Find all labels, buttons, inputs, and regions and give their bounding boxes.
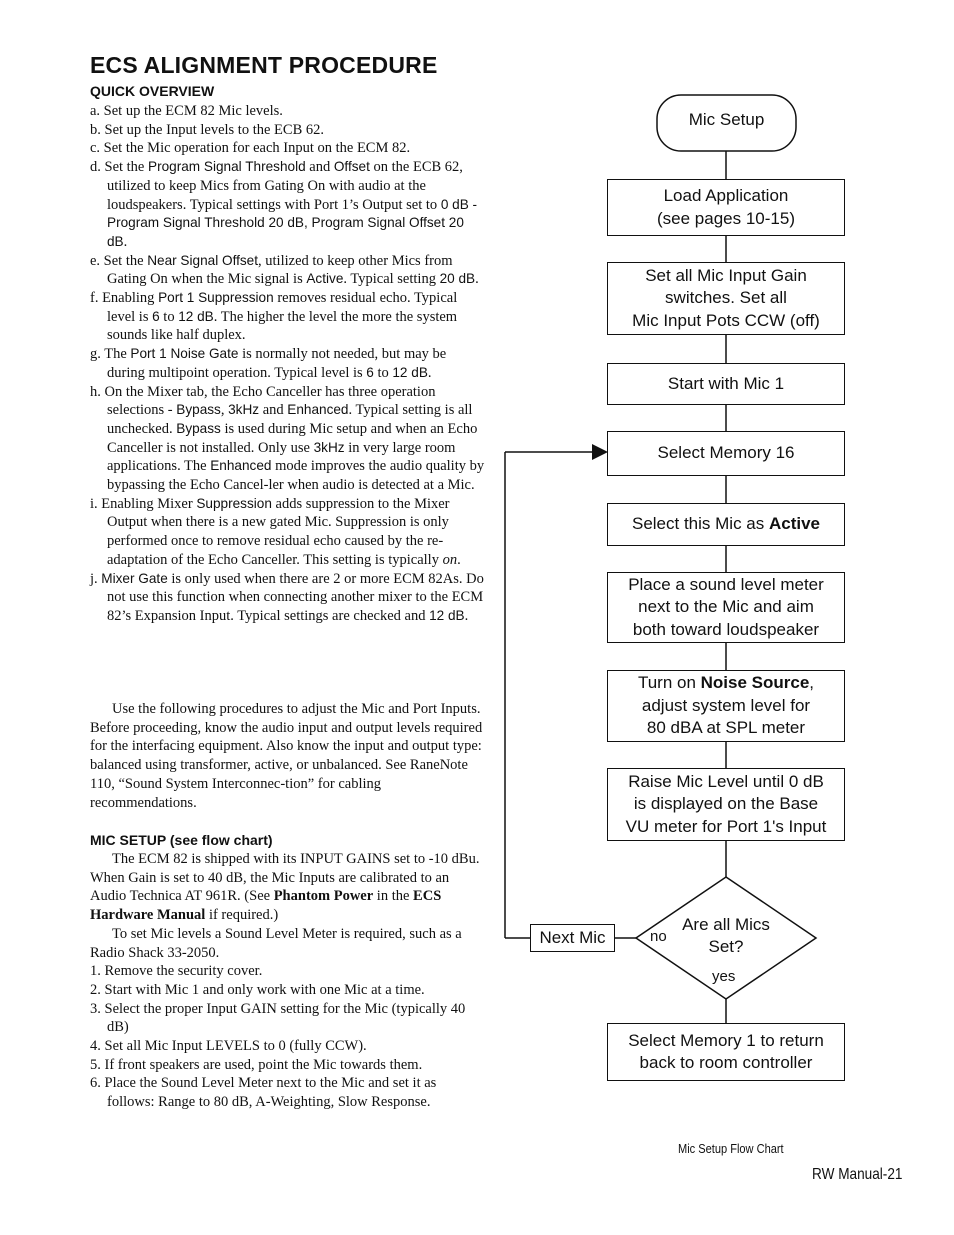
setup-step: 3. Select the proper Input GAIN setting for the Mic (typically 40 dB) bbox=[90, 1000, 466, 1036]
page-title: ECS ALIGNMENT PROCEDURE bbox=[90, 52, 438, 78]
place-meter-line-3: both toward loudspeaker bbox=[632, 619, 820, 639]
noise-line-2: adjust system level for bbox=[641, 695, 811, 715]
setting-name: Active bbox=[306, 271, 344, 287]
select-mem1-line-2: back to room controller bbox=[639, 1053, 813, 1072]
setting-name: 3kHz bbox=[313, 439, 345, 455]
setting-name: 12 dB bbox=[178, 308, 214, 324]
setting-name: Enhanced bbox=[210, 458, 272, 474]
hardware-manual-ref: ECS Hardware Manual bbox=[90, 888, 442, 924]
overview-item: c. Set the Mic operation for each Input on the ECM 82. bbox=[90, 140, 411, 157]
raise-level-line-3: VU meter for Port 1's Input bbox=[625, 816, 827, 836]
load-application-box bbox=[607, 179, 845, 236]
place-meter-line-1: Place a sound level meter bbox=[628, 574, 824, 594]
select-active-text: Select this Mic as bbox=[631, 514, 769, 534]
overview-item: g. The Port 1 Noise Gate is normally not needed, but may be during multipoint operation. Typical level is 6 to 12 dB. bbox=[90, 346, 447, 381]
setting-name: Offset bbox=[333, 159, 370, 175]
set-gain-box bbox=[607, 262, 845, 335]
setting-name: Enhanced bbox=[287, 402, 349, 418]
setting-name: Program Signal Threshold bbox=[148, 159, 306, 175]
overview-item: b. Set up the Input levels to the ECB 62. bbox=[90, 121, 324, 138]
yes-branch-label: yes bbox=[712, 968, 736, 985]
mic-setup-heading: MIC SETUP (see flow chart) bbox=[90, 832, 273, 848]
noise-suffix: , bbox=[809, 673, 815, 693]
setup-step: 1. Remove the security cover. bbox=[90, 963, 263, 980]
setup-step: 5. If front speakers are used, point the Mic towards them. bbox=[90, 1056, 423, 1073]
phantom-power-ref: Phantom Power bbox=[273, 888, 374, 905]
no-branch-label: no bbox=[650, 928, 667, 945]
setting-name: 20 dB bbox=[439, 271, 476, 287]
set-gain-line-3: Mic Input Pots CCW (off) bbox=[632, 310, 820, 330]
setting-name: Bypass bbox=[176, 402, 221, 418]
setting-name: 6 bbox=[152, 308, 160, 324]
overview-item: j. Mixer Gate is only used when there are 2 or more ECM 82As. Do not use this function when connecting another mixer to the ECM 82’s Expansion Input. Typical settings are checked and 12 dB. bbox=[90, 570, 484, 624]
setting-name: Near Signal Offset bbox=[147, 252, 259, 268]
setup-step: 6. Place the Sound Level Meter next to the Mic and set it as follows: Range to 80 dB, A-Weighting, Slow Response. bbox=[90, 1075, 437, 1111]
active-emphasis: Active bbox=[768, 514, 821, 534]
load-app-line-2: (see pages 10-15) bbox=[657, 208, 795, 228]
noise-source-emphasis: Noise Source bbox=[700, 673, 810, 693]
overview-item: d. Set the Program Signal Threshold and Offset on the ECB 62, utilized to keep Mics from Gating On with audio at the loudspeakers. Typical settings with Port 1’s Output set to 0 dB - Program Signal Threshold 20 dB, Program Signal Offset 20 dB. bbox=[90, 159, 478, 250]
raise-level-line-1: Raise Mic Level until 0 dB bbox=[628, 771, 824, 791]
setting-name: 12 dB bbox=[429, 607, 465, 623]
overview-item: e. Set the Near Signal Offset, utilized to keep other Mics from Gating On when the Mic signal is Active. Typical setting 20 dB. bbox=[90, 252, 479, 288]
select-memory-16-box: Select Memory 16 bbox=[607, 431, 845, 476]
closing-paragraph: Use the following procedures to adjust the Mic and Port Inputs. Before proceeding, know the audio input and output levels required for the interfacing equipment. Also know the input and output type: balanced using transformer, active, or unbalanced. See RaneNote 110, “Sound System Interconnec-tion” for cabling recommendations. bbox=[90, 701, 483, 811]
select-active-box bbox=[607, 503, 845, 546]
setting-name: Mixer Gate bbox=[101, 570, 168, 586]
place-meter-box bbox=[607, 572, 845, 643]
set-gain-line-1: Set all Mic Input Gain bbox=[645, 265, 807, 285]
decision-label bbox=[656, 914, 796, 958]
figure-caption: Mic Setup Flow Chart bbox=[678, 1141, 784, 1156]
setting-name: 12 dB bbox=[392, 364, 428, 380]
start-label: Mic Setup bbox=[688, 110, 765, 129]
select-memory-1-box bbox=[607, 1023, 845, 1081]
para1-text: The ECM 82 is shipped with its INPUT GAINS set to -10 dBu. When Gain is set to 40 dB, the Mic Inputs are calibrated to an Audio Technica AT 961R. (See bbox=[90, 851, 480, 905]
setting-name: Port 1 Noise Gate bbox=[130, 346, 239, 362]
next-mic-box: Next Mic bbox=[530, 924, 615, 952]
setting-name: 6 bbox=[366, 364, 374, 380]
para1-text-mid: in the bbox=[373, 888, 414, 905]
emphasis: on bbox=[442, 551, 458, 568]
mic-setup-paragraph-2: To set Mic levels a Sound Level Meter is required, such as a Radio Shack 33-2050. bbox=[90, 925, 462, 961]
para1-text-end: if required.) bbox=[205, 907, 279, 924]
quick-overview-heading: QUICK OVERVIEW bbox=[90, 83, 215, 99]
setup-step: 2. Start with Mic 1 and only work with one Mic at a time. bbox=[90, 981, 425, 998]
select-mem1-line-1: Select Memory 1 to return bbox=[628, 1030, 824, 1050]
decision-line-2: Set? bbox=[708, 937, 744, 956]
raise-level-box bbox=[607, 768, 845, 841]
start-mic-box: Start with Mic 1 bbox=[607, 363, 845, 405]
decision-line-1: Are all Mics bbox=[682, 915, 770, 934]
noise-source-box bbox=[607, 670, 845, 742]
setting-name: Port 1 Suppression bbox=[158, 290, 274, 306]
loop-arrowhead bbox=[592, 444, 608, 460]
overview-item: i. Enabling Mixer Suppression adds suppression to the Mixer Output when there is a new gated Mic. Suppression is only performed once to remove residual echo caused by the re-adaptation of the Echo Canceller. This setting is typically on. bbox=[90, 495, 461, 568]
page-number: RW Manual-21 bbox=[812, 1166, 903, 1183]
noise-prefix: Turn on bbox=[637, 673, 701, 693]
set-gain-line-2: switches. Set all bbox=[665, 288, 787, 308]
setting-name: 0 dB - Program Signal Threshold 20 dB, Program Signal Offset 20 dB bbox=[107, 196, 478, 249]
overview-item: f. Enabling Port 1 Suppression removes residual echo. Typical level is 6 to 12 dB. The higher the level the more the system sounds like half duplex. bbox=[90, 290, 458, 344]
noise-line-3: 80 dBA at SPL meter bbox=[646, 718, 806, 738]
overview-item: h. On the Mixer tab, the Echo Canceller has three operation selections - Bypass, 3kHz and Enhanced. Typical setting is all unchecked. Bypass is used during Mic setup and when an Echo Canceller is not installed. Only use 3kHz in very large room applications. The Enhanced mode improves the audio quality by bypassing the Echo Cancel-ler when audio is detected at a Mic. bbox=[90, 383, 485, 494]
setup-step: 4. Set all Mic Input LEVELS to 0 (fully CCW). bbox=[90, 1038, 367, 1055]
raise-level-line-2: is displayed on the Base bbox=[633, 794, 819, 814]
setting-name: Suppression bbox=[196, 495, 272, 511]
overview-item: a. Set up the ECM 82 Mic levels. bbox=[90, 103, 283, 119]
load-app-line-1: Load Application bbox=[663, 186, 789, 205]
place-meter-line-2: next to the Mic and aim bbox=[638, 597, 814, 617]
setting-name: Bypass bbox=[176, 420, 221, 436]
setting-name: 3kHz bbox=[228, 402, 260, 418]
